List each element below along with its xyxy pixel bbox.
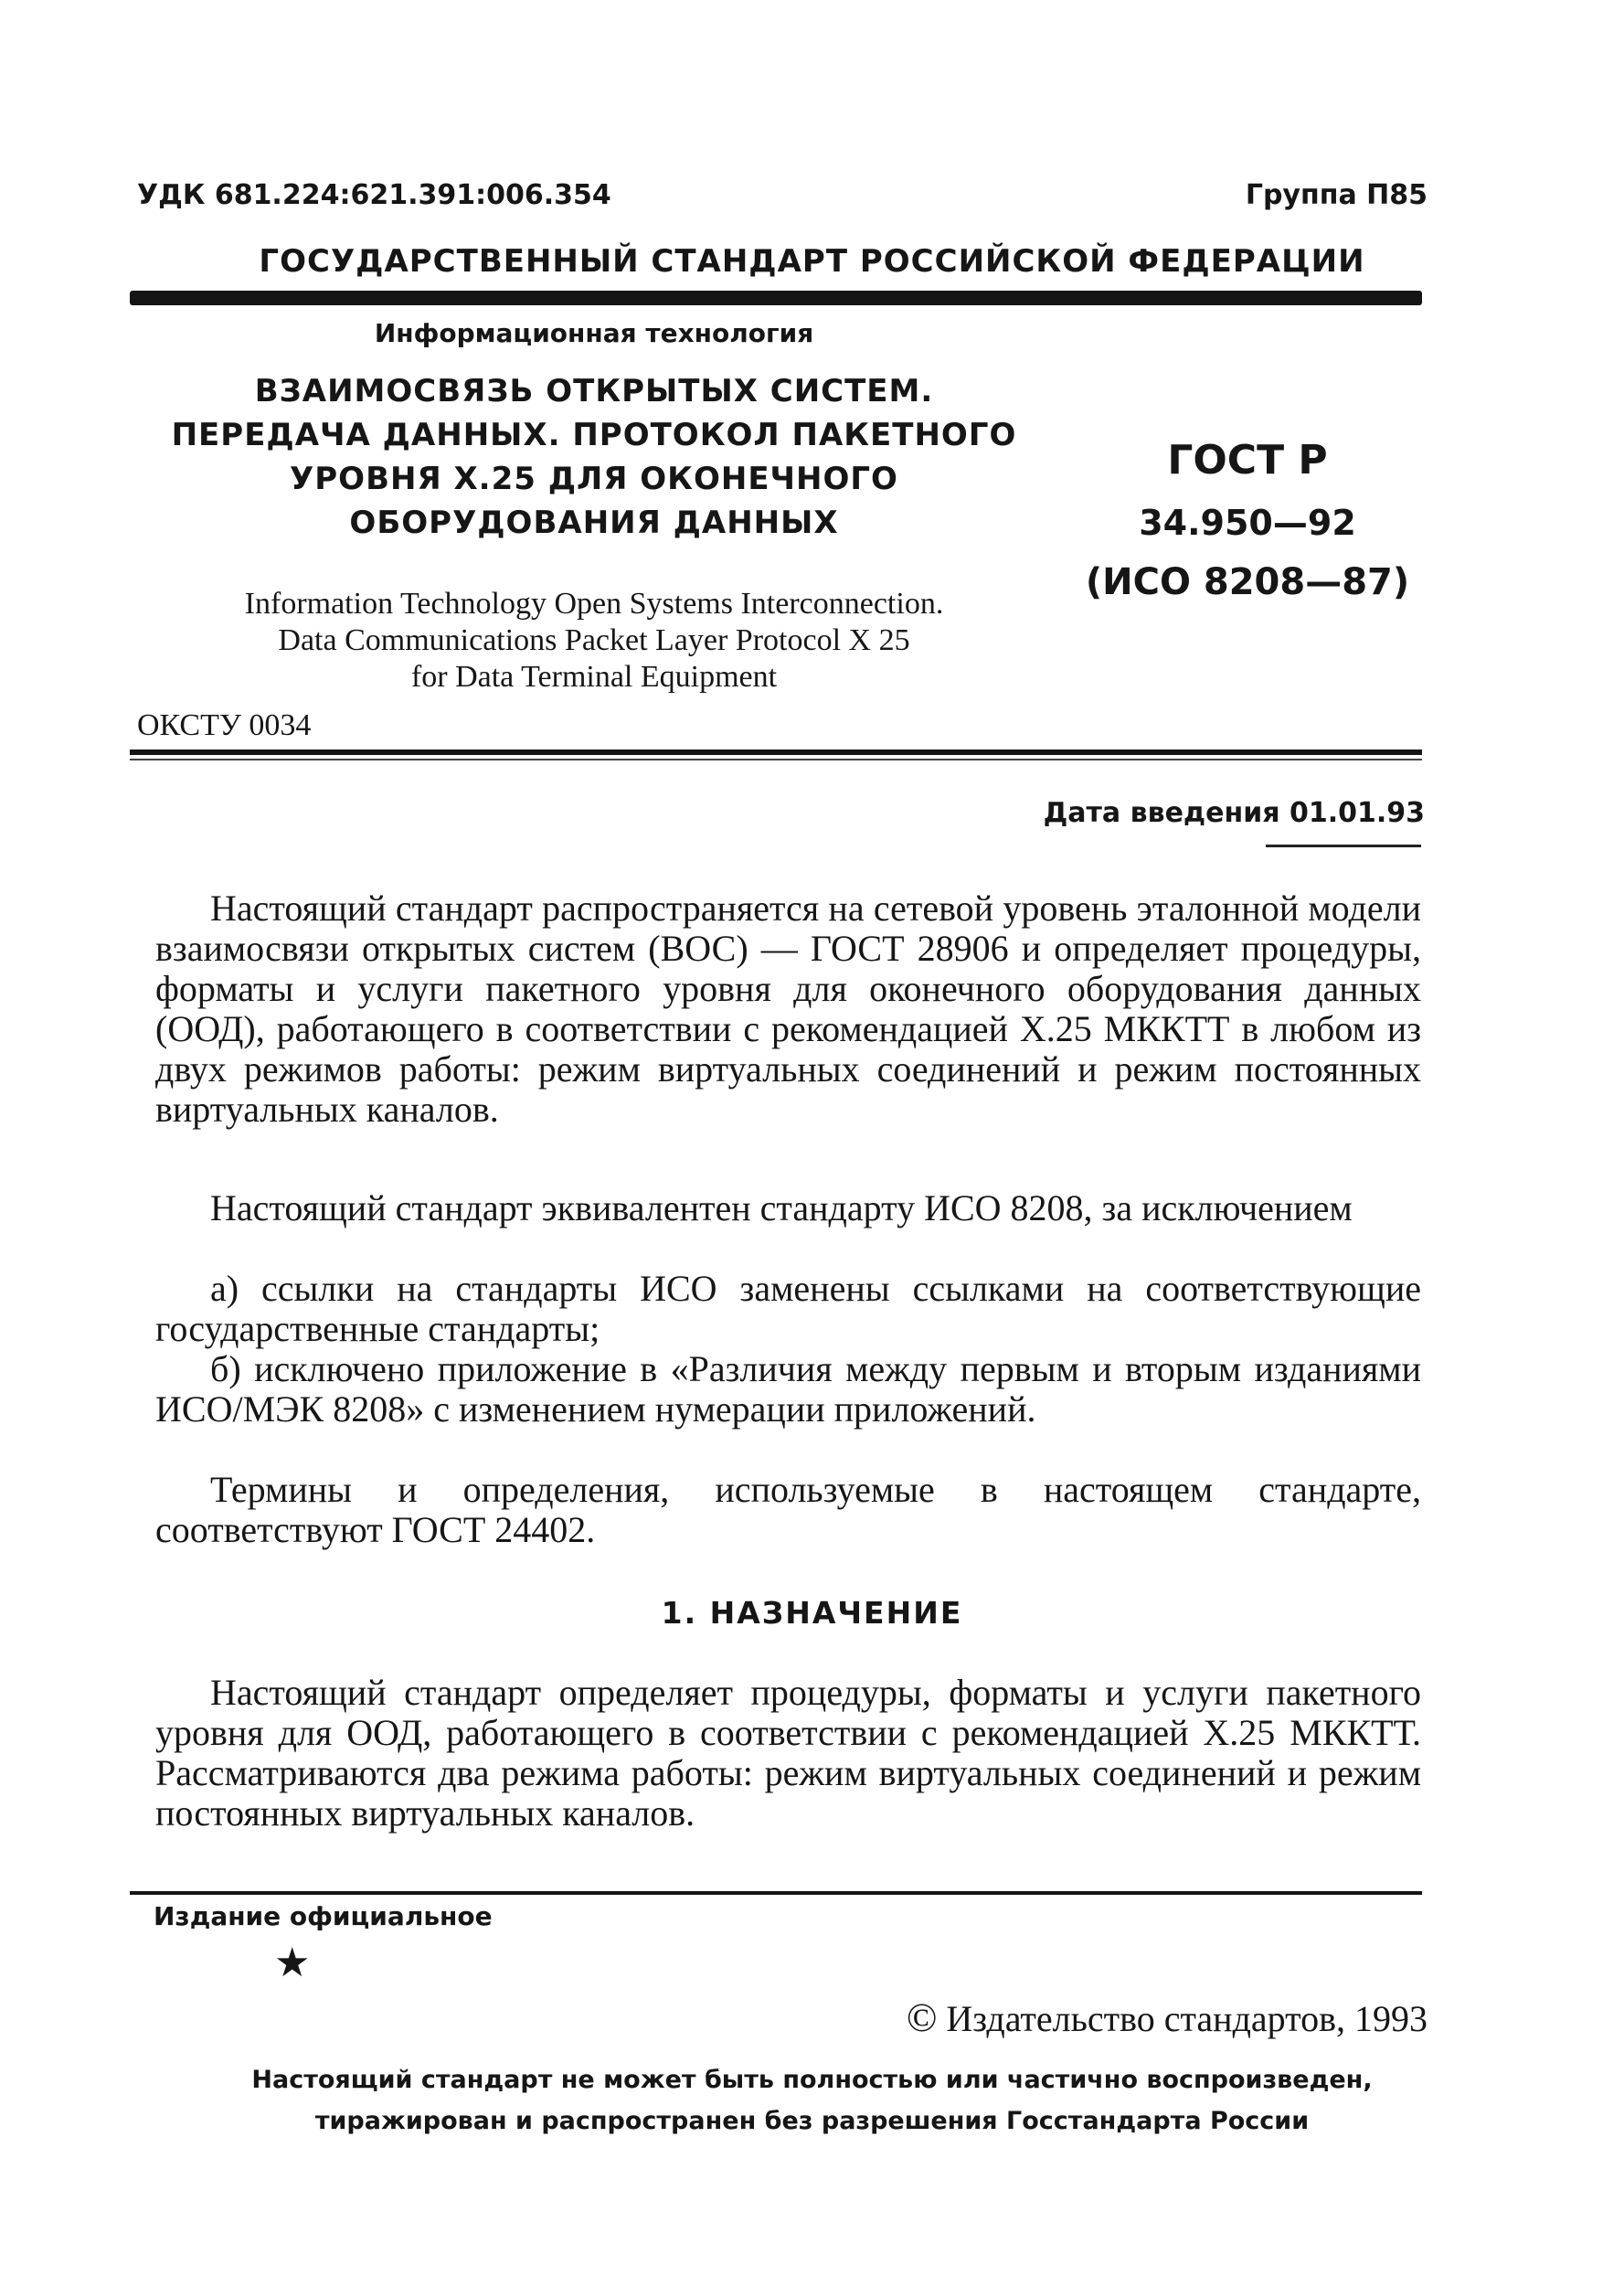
state-standard-heading: ГОСУДАРСТВЕННЫЙ СТАНДАРТ РОССИЙСКОЙ ФЕДЕРАЦИИ — [259, 243, 1365, 280]
series-title: Информационная технология — [374, 318, 814, 348]
okstu-code: ОКСТУ 0034 — [137, 708, 312, 742]
udk-code: УДК 681.224:621.391:006.354 — [137, 179, 611, 211]
rights-line-2: тиражирован и распространен без разрешения Госстандарта России — [314, 2107, 1310, 2135]
english-title-line-2: Data Communications Packet Layer Protocol X 25 — [278, 623, 910, 657]
section-heading: 1. НАЗНАЧЕНИЕ — [661, 1595, 963, 1631]
title-rule-thin — [130, 759, 1422, 760]
copyright-text: Издательство стандартов, 1993 — [946, 1998, 1428, 2039]
title-line-2: ПЕРЕДАЧА ДАННЫХ. ПРОТОКОЛ ПАКЕТНОГО — [171, 417, 1017, 453]
body-paragraph-4: б) исключено приложение в «Различия между первым и вторым изданиями ИСО/МЭК 8208» с изменением нумерации приложений. — [155, 1348, 1421, 1430]
designation-gost: ГОСТ Р — [1167, 437, 1328, 484]
group-code: Группа П85 — [1245, 179, 1428, 211]
title-line-1: ВЗАИМОСВЯЗЬ ОТКРЫТЫХ СИСТЕМ. — [254, 373, 934, 409]
rights-line-1: Настоящий стандарт не может быть полностью или частично воспроизведен, — [251, 2066, 1373, 2094]
english-title-line-3: for Data Terminal Equipment — [410, 660, 778, 694]
designation-number: 34.950—92 — [1139, 503, 1356, 543]
body-paragraph-1: Настоящий стандарт распространяется на сетевой уровень эталонной модели взаимосвязи открытых систем (ВОС) — ГОСТ 28906 и определяет процедуры, форматы и услуги пакетного уровня для оконечного оборудования данных (ООД), работающего в соответствии с рекомендацией Х.25 МККТТ в любом из двух режимов работы: режим виртуальных соединений и режим постоянных виртуальных каналов. — [155, 888, 1421, 1130]
title-line-3: УРОВНЯ Х.25 ДЛЯ ОКОНЕЧНОГО — [290, 461, 898, 497]
body-paragraph-5: Термины и определения, используемые в настоящем стандарте, соответствуют ГОСТ 24402. — [155, 1469, 1421, 1550]
title-line-4: ОБОРУДОВАНИЯ ДАННЫХ — [349, 505, 839, 541]
header-rule — [130, 291, 1422, 305]
body-paragraph-2: Настоящий стандарт эквивалентен стандарту ИСО 8208, за исключением — [210, 1187, 1353, 1228]
english-title-line-1: Information Technology Open Systems Interconnection. — [244, 587, 944, 621]
copyright-line — [907, 1994, 1428, 2041]
body-paragraph-3: а) ссылки на стандарты ИСО заменены ссылками на соответствующие государственные стандарты; — [155, 1268, 1421, 1349]
copyright-icon: © — [906, 1995, 938, 2040]
star-icon: ★ — [274, 1940, 311, 1986]
designation-iso: (ИСО 8208—87) — [1085, 561, 1410, 603]
title-rule — [130, 750, 1422, 755]
section-paragraph: Настоящий стандарт определяет процедуры, форматы и услуги пакетного уровня для ООД, работающего в соответствии с рекомендацией Х.25 МККТТ. Рассматриваются два режима работы: режим виртуальных соединений и режим постоянных виртуальных каналов. — [155, 1672, 1421, 1834]
footer-rule — [130, 1891, 1422, 1895]
introduction-date: Дата введения 01.01.93 — [1043, 797, 1425, 829]
date-underline — [1266, 845, 1421, 847]
official-edition-label: Издание официальное — [154, 1901, 493, 1931]
